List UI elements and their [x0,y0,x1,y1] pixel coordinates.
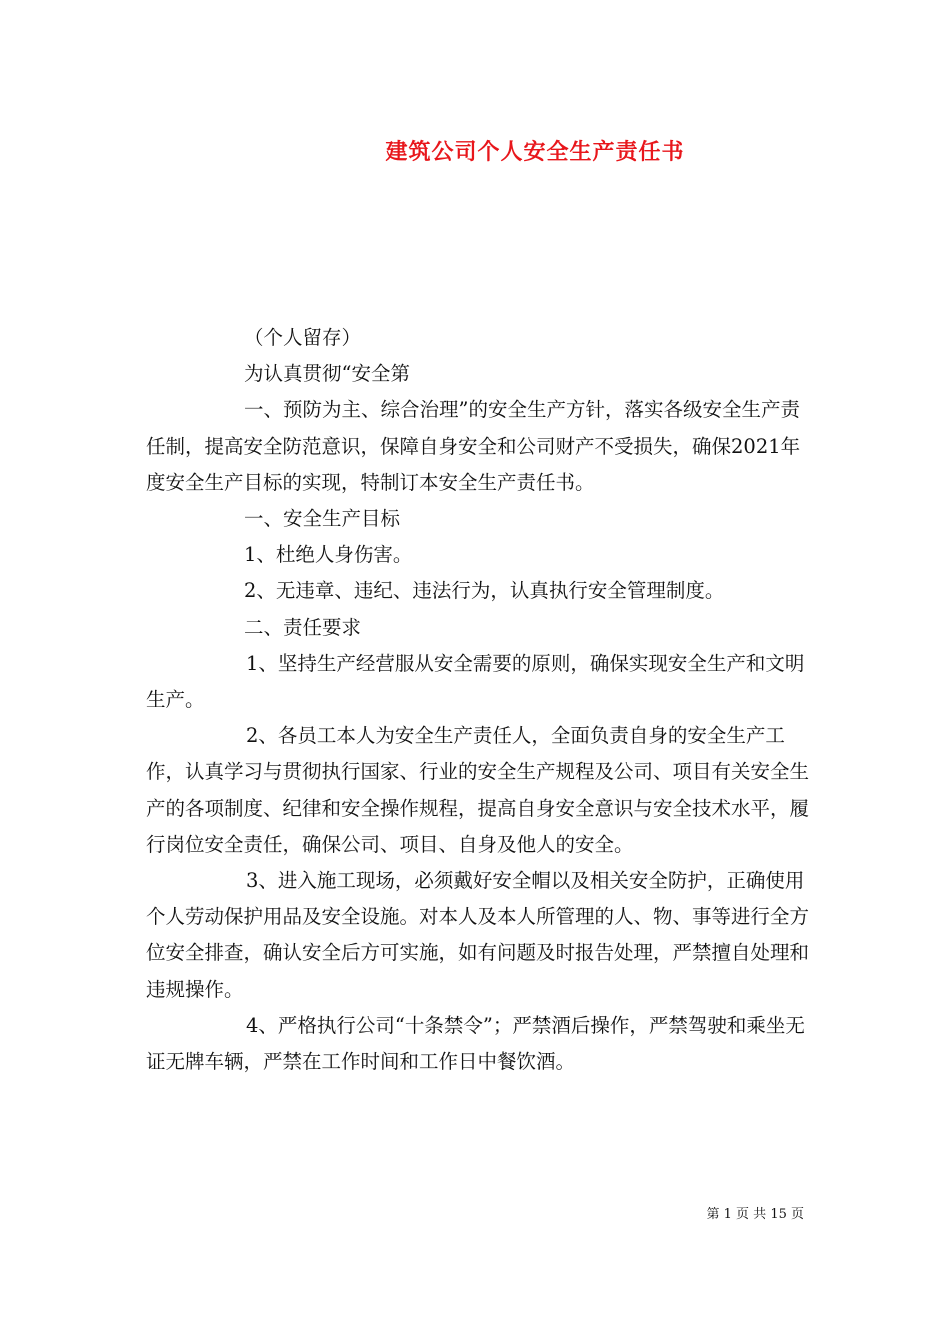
document-body [146,320,810,1080]
goal-item-1: 1、杜绝人身伤害。 [244,543,413,567]
responsibility-item-2: 2、各员工本人为安全生产责任人，全面负责自身的安全生产工作，认真学习与贯彻执行国家、行业的安全生产规程及公司、项目有关安全生产的各项制度、纪律和安全操作规程，提高自身安全意识与安全技术水平，履行岗位安全责任，确保公司、项目、自身及他人的安全。 [146,724,810,856]
document-title: 建筑公司个人安全生产责任书 [385,139,685,165]
responsibility-item-4: 4、严格执行公司“十条禁令”；严禁酒后操作，严禁驾驶和乘坐无证无牌车辆，严禁在工作时间和工作日中餐饮酒。 [146,1013,805,1074]
paragraph-intro-start: 为认真贯彻“安全第 [244,362,410,386]
goal-item-2: 2、无违章、违纪、违法行为，认真执行安全管理制度。 [244,579,725,603]
heading-safety-goals: 一、安全生产目标 [244,507,401,531]
paragraph-intro: 一、预防为主、综合治理”的安全生产方针，落实各级安全生产责任制，提高安全防范意识，保障自身安全和公司财产不受损失，确保2021年度安全生产目标的实现，特制订本安全生产责任书。 [146,398,801,494]
page-number-footer: 第 1 页 共 15 页 [706,1207,804,1222]
responsibility-item-3: 3、进入施工现场，必须戴好安全帽以及相关安全防护，正确使用个人劳动保护用品及安全设施。对本人及本人所管理的人、物、事等进行全方位安全排查，确认安全后方可实施，如有问题及时报告处理，严禁擅自处理和违规操作。 [146,869,810,1001]
responsibility-item-1: 1、坚持生产经营服从安全需要的原则，确保实现安全生产和文明生产。 [146,651,805,712]
heading-responsibilities: 二、责任要求 [244,615,362,639]
paragraph-note: （个人留存） [244,326,362,349]
